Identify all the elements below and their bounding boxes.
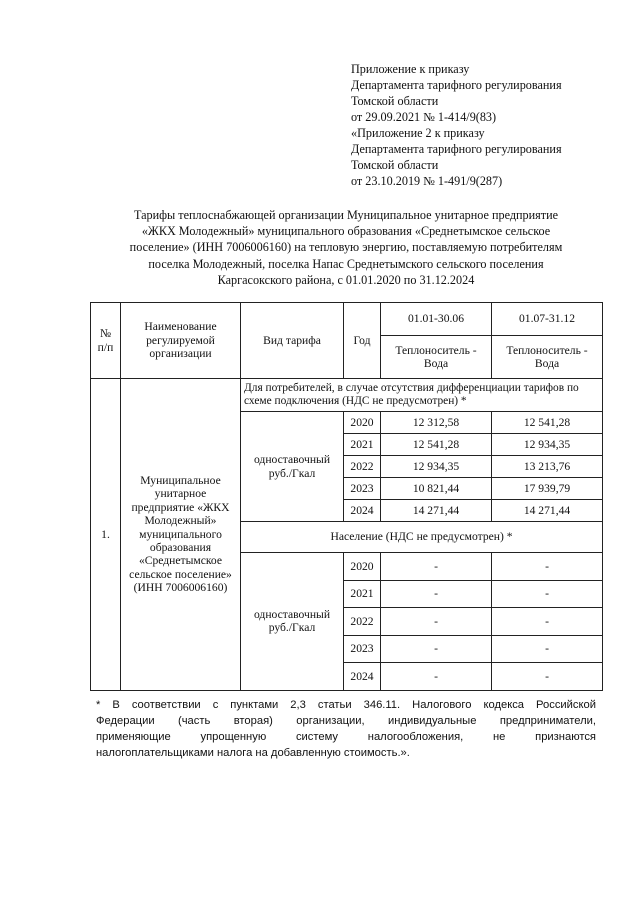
title-line: поселение» (ИНН 7006006160) на тепловую энергию, поставляемую потребителям (129, 240, 563, 255)
cell-value: - (381, 580, 492, 608)
appendix-line: Департамента тарифного регулирования (351, 78, 562, 92)
header-carrier-1: Теплоноситель - Вода (381, 336, 492, 379)
cell-value: - (381, 553, 492, 581)
cell-value: - (492, 663, 603, 691)
cell-value: 12 934,35 (381, 456, 492, 478)
footnote-line: применяющие упрощенную систему налогообложения, не признаются (96, 731, 596, 743)
appendix-line: Приложение к приказу (351, 62, 470, 76)
cell-year: 2023 (344, 478, 381, 500)
cell-year: 2021 (344, 434, 381, 456)
cell-value: 12 541,28 (492, 412, 603, 434)
cell-year: 2023 (344, 635, 381, 663)
title-line: Тарифы теплоснабжающей организации Муниципальное унитарное предприятие (133, 208, 559, 222)
header-year: Год (344, 303, 381, 379)
cell-value: - (381, 608, 492, 636)
cell-value: 10 821,44 (381, 478, 492, 500)
footnote (96, 697, 596, 761)
cell-value: 14 271,44 (381, 500, 492, 522)
cell-value: - (381, 663, 492, 691)
cell-year: 2022 (344, 456, 381, 478)
footnote-line: * В соответствии с пунктами 2,3 статьи 346.11. Налогового кодекса Российской (96, 699, 596, 711)
cell-value: - (492, 580, 603, 608)
header-num: № п/п (91, 303, 121, 379)
cell-value: - (381, 635, 492, 663)
header-tariff-type: Вид тарифа (241, 303, 344, 379)
section-1-tariff-type: одноставочный руб./Гкал (241, 412, 344, 522)
appendix-line: Департамента тарифного регулирования (351, 142, 562, 156)
cell-value: 13 213,76 (492, 456, 603, 478)
cell-value: - (492, 635, 603, 663)
title-line: Каргасокского района, с 01.01.2020 по 31.12.2024 (217, 272, 475, 287)
cell-year: 2024 (344, 500, 381, 522)
cell-value: 12 934,35 (492, 434, 603, 456)
cell-year: 2020 (344, 553, 381, 581)
section-1-label: Для потребителей, в случае отсутствия дифференциации тарифов по схеме подключения (НДС не предусмотрен) * (241, 379, 603, 412)
cell-value: - (492, 608, 603, 636)
cell-value: 14 271,44 (492, 500, 603, 522)
appendix-block (351, 61, 636, 189)
header-period-2: 01.07-31.12 (492, 303, 603, 336)
cell-year: 2021 (344, 580, 381, 608)
appendix-line: от 29.09.2021 № 1-414/9(83) (351, 110, 497, 124)
cell-value: 12 541,28 (381, 434, 492, 456)
footnote-line: налогоплательщиками налога на добавленную стоимость.». (96, 747, 410, 759)
header-period-1: 01.01-30.06 (381, 303, 492, 336)
document-title (90, 207, 602, 288)
organization-name: Муниципальное унитарное предприятие «ЖКХ Молодежный» муниципального образования «Среднетымское сельское поселение» (ИНН 7006006160) (121, 379, 241, 691)
header-organization: Наименование регулируемой организации (121, 303, 241, 379)
cell-year: 2022 (344, 608, 381, 636)
title-line: «ЖКХ Молодежный» муниципального образования «Среднетымское сельское (141, 224, 551, 239)
cell-value: - (492, 553, 603, 581)
cell-year: 2020 (344, 412, 381, 434)
cell-value: 12 312,58 (381, 412, 492, 434)
appendix-line: Томской области (351, 158, 439, 172)
appendix-line: «Приложение 2 к приказу (351, 126, 485, 140)
appendix-line: от 23.10.2019 № 1-491/9(287) (351, 174, 503, 188)
appendix-line: Томской области (351, 94, 439, 108)
title-line: поселка Молодежный, поселка Напас Среднетымского сельского поселения (148, 256, 544, 271)
header-carrier-2: Теплоноситель - Вода (492, 336, 603, 379)
row-number: 1. (91, 379, 121, 691)
footnote-line: Федерации (часть вторая) организации, индивидуальные предприниматели, (96, 715, 596, 727)
tariff-table (90, 302, 603, 691)
section-2-label: Население (НДС не предусмотрен) * (241, 522, 603, 553)
section-label-row (91, 379, 603, 412)
cell-year: 2024 (344, 663, 381, 691)
cell-value: 17 939,79 (492, 478, 603, 500)
section-2-tariff-type: одноставочный руб./Гкал (241, 553, 344, 691)
header-row (91, 303, 603, 336)
